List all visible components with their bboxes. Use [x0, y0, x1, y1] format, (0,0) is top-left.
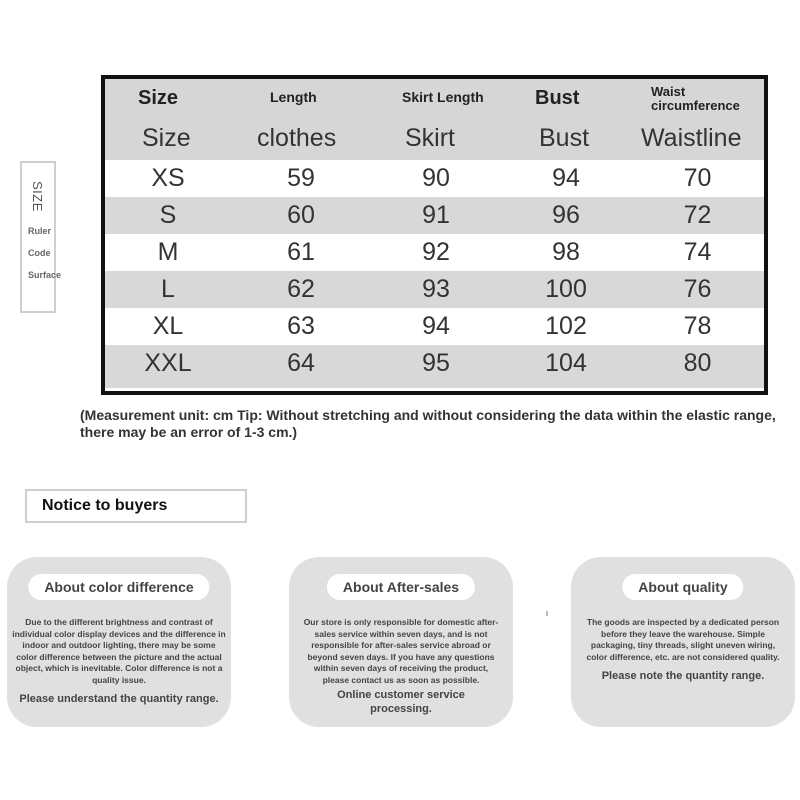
side-word-code: Code [28, 248, 51, 258]
table-row [105, 160, 764, 197]
card-title: About color difference [28, 574, 209, 600]
side-word-ruler: Ruler [28, 226, 52, 236]
card-after-sales [289, 557, 513, 727]
cell-length: 63 [287, 312, 315, 340]
notice-title: Notice to buyers [30, 494, 231, 518]
cell-size: XXL [144, 349, 192, 377]
cell-bust: 104 [545, 349, 587, 377]
cell-skirt: 93 [422, 275, 450, 303]
header-clothes-sub: clothes [257, 124, 337, 152]
card-body-text: Due to the different brightness and contrast of individual color display devices and the difference in indoor and outdoor lighting, there may be some color difference between the picture and the actual object, which is inevitable. Color difference is not a quality issue. [12, 617, 226, 685]
cell-bust: 98 [552, 238, 580, 266]
cell-waist: 74 [683, 238, 712, 266]
header-waistline-sub: Waistline [641, 124, 742, 152]
card-footer-text: Please note the quantity range. [601, 670, 765, 682]
cell-waist: 72 [683, 201, 712, 229]
divider-mark [546, 611, 548, 616]
table-row [105, 234, 764, 271]
card-title: About quality [622, 574, 743, 600]
cell-bust: 100 [545, 275, 587, 303]
header-bust-sub: Bust [539, 124, 590, 152]
cell-length: 62 [287, 275, 315, 303]
size-chart-table [101, 75, 768, 395]
size-ruler-label [20, 161, 62, 313]
card-body-text: Our store is only responsible for domestic after-sales service within seven days, and is not responsible for after-sales service abroad or beyond seven days. If you have any questions within seven days of receiving the product, please contact us as soon as possible. [303, 617, 499, 685]
header-bust-en: Bust [535, 87, 580, 109]
cell-waist: 80 [683, 349, 712, 377]
cell-bust: 96 [552, 201, 580, 229]
table-row [105, 197, 764, 234]
header-size-en: Size [138, 87, 179, 109]
cell-size: M [157, 238, 179, 266]
cell-length: 59 [287, 164, 315, 192]
cell-size: L [161, 275, 175, 303]
cell-skirt: 91 [422, 201, 450, 229]
cell-skirt: 95 [422, 349, 450, 377]
header-size-sub: Size [142, 124, 191, 152]
card-title: About After-sales [327, 574, 475, 600]
cell-size: S [159, 201, 177, 229]
card-body-text: The goods are inspected by a dedicated person before they leave the warehouse. Simple packaging, tiny threads, slight uneven wiring, color difference, etc. are not considered quality. [586, 617, 780, 662]
header-length-en: Length [270, 89, 317, 105]
cell-size: XL [152, 312, 184, 340]
cell-length: 64 [287, 349, 315, 377]
cell-size: XS [151, 164, 185, 192]
side-word-surface: Surface [28, 270, 62, 280]
cell-waist: 76 [683, 275, 712, 303]
cell-length: 60 [287, 201, 315, 229]
cell-bust: 102 [545, 312, 587, 340]
table-header-row [105, 79, 764, 160]
header-waist-en: Waist circumference [651, 84, 740, 113]
cell-skirt: 94 [422, 312, 450, 340]
card-color-difference [7, 557, 231, 727]
table-row [105, 271, 764, 308]
cell-waist: 78 [683, 312, 712, 340]
cell-waist: 70 [683, 164, 712, 192]
measurement-note: (Measurement unit: cm Tip: Without stretching and without considering the data within the elastic range, there may be an error of 1-3 cm.) [80, 407, 776, 440]
header-skirt-sub: Skirt [405, 124, 455, 152]
cell-length: 61 [287, 238, 315, 266]
cell-skirt: 92 [422, 238, 450, 266]
card-quality [571, 557, 795, 727]
card-footer-text: Online customer service processing. [337, 689, 465, 715]
table-row [105, 308, 764, 345]
table-row [105, 345, 764, 388]
size-ruler-title: SIZE [30, 181, 45, 212]
header-skirt-length-en: Skirt Length [402, 89, 484, 105]
cell-skirt: 90 [422, 164, 450, 192]
cell-bust: 94 [552, 164, 580, 192]
card-footer-text: Please understand the quantity range. [19, 693, 219, 705]
notice-header [25, 489, 247, 523]
